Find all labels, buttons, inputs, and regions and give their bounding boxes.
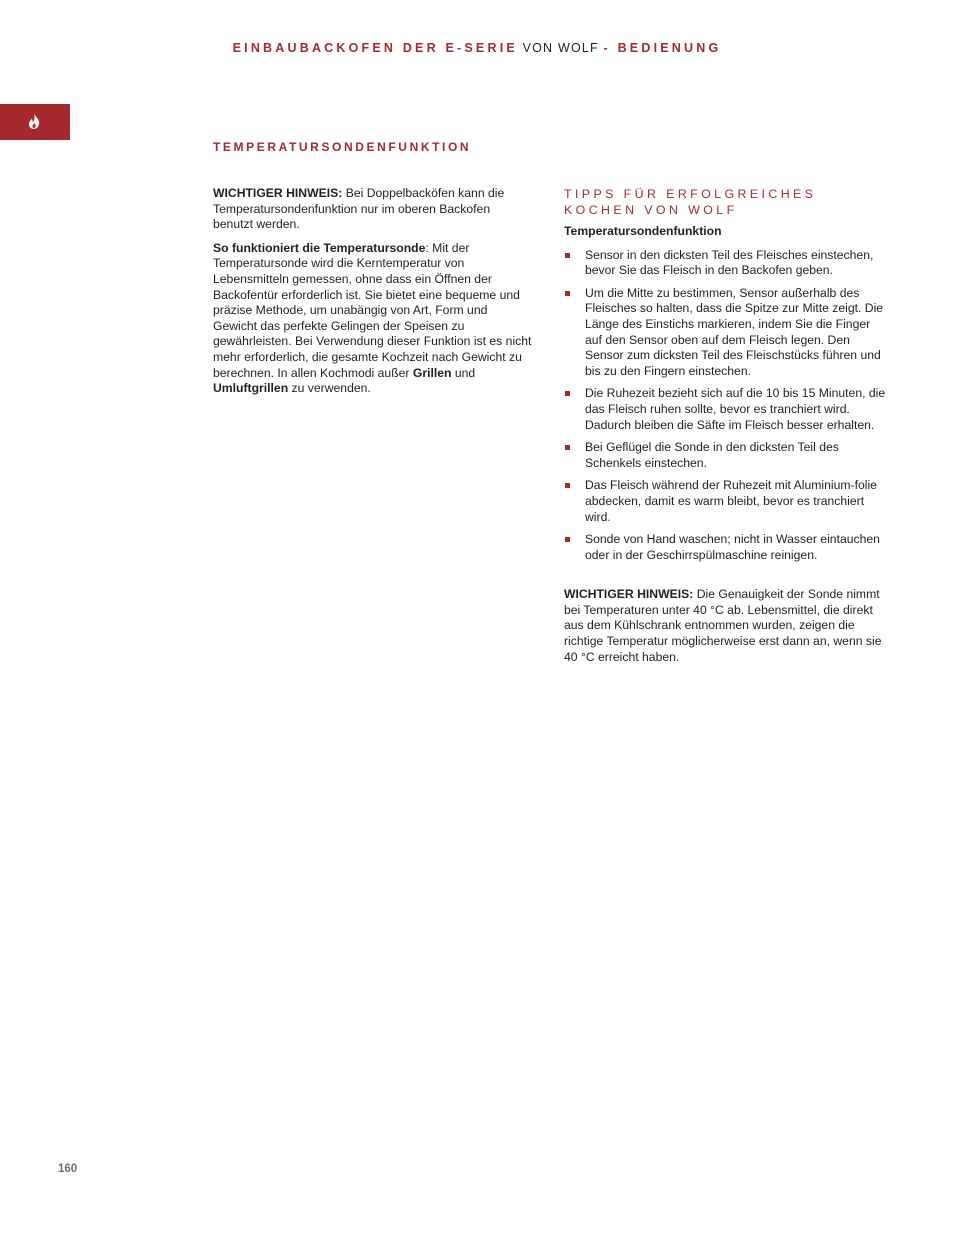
tips-title: TIPPS FÜR ERFOLGREICHES KOCHEN VON WOLF bbox=[564, 187, 817, 217]
left-column bbox=[213, 186, 533, 405]
and-text: und bbox=[451, 365, 476, 380]
tips-subtitle: Temperatursondenfunktion bbox=[564, 224, 722, 238]
probe-description bbox=[213, 241, 533, 397]
bullet-square-icon bbox=[565, 483, 570, 488]
list-item: Das Fleisch während der Ruhezeit mit Aluminium-folie abdecken, damit es warm bleibt, bevor es tranchiert wird. bbox=[564, 478, 889, 525]
header-brand: VON WOLF bbox=[517, 41, 604, 55]
how-label: So funktioniert die Temperatursonde bbox=[213, 240, 426, 255]
list-item: Bei Geflügel die Sonde in den dicksten Teil des Schenkels einstechen. bbox=[564, 440, 889, 471]
flame-icon bbox=[27, 112, 41, 130]
header-section: - BEDIENUNG bbox=[603, 41, 722, 55]
bullet-square-icon bbox=[565, 253, 570, 258]
page-number: 160 bbox=[58, 1163, 78, 1175]
bullet-square-icon bbox=[565, 445, 570, 450]
important-note bbox=[213, 186, 533, 233]
list-item: Die Ruhezeit bezieht sich auf die 10 bis 15 Minuten, die das Fleisch ruhen sollte, bevor es tranchiert wird. Dadurch bleiben die Säfte im Fleisch besser erhalten. bbox=[564, 386, 889, 433]
chapter-tab bbox=[0, 104, 70, 140]
bullet-square-icon bbox=[565, 537, 570, 542]
list-item: Um die Mitte zu bestimmen, Sensor außerhalb des Fleisches so halten, dass die Spitze zur Mitte zeigt. Die Länge des Einstichs markieren, indem Sie die Finger auf den Sensor oben auf dem Fleisch legen. Den Sensor zum dicksten Teil des Fleischstücks führen und bis zu den Fingern einstechen. bbox=[564, 286, 889, 380]
note-label: WICHTIGER HINWEIS: bbox=[564, 587, 694, 602]
mode-grillen: Grillen bbox=[412, 365, 452, 380]
mode-umluftgrillen: Umluftgrillen bbox=[213, 381, 289, 396]
end-text: zu verwenden. bbox=[288, 381, 371, 396]
running-header bbox=[0, 41, 954, 55]
note-label: WICHTIGER HINWEIS: bbox=[213, 186, 343, 200]
note-text: Bei Doppelbacköfen kann die Temperatursondenfunktion nur im oberen Backofen benutzt werden. bbox=[213, 186, 505, 232]
note-text: Die Genauigkeit der Sonde nimmt bei Temperaturen unter 40 °C ab. Lebensmittel, die direkt aus dem Kühlschrank entnommen wurden, zeigen die richtige Temperatur möglicherweise erst dann an, wenn sie 40 °C erreicht haben. bbox=[564, 587, 882, 664]
important-note-temperature bbox=[564, 587, 889, 665]
list-item: Sensor in den dicksten Teil des Fleisches einstechen, bevor Sie das Fleisch in den Backofen geben. bbox=[564, 248, 889, 279]
bullet-square-icon bbox=[565, 291, 570, 296]
tips-list bbox=[564, 248, 889, 564]
bullet-square-icon bbox=[565, 391, 570, 396]
list-item: Sonde von Hand waschen; nicht in Wasser eintauchen oder in der Geschirrspülmaschine reinigen. bbox=[564, 532, 889, 563]
section-title: TEMPERATURSONDENFUNKTION bbox=[213, 140, 472, 154]
right-column bbox=[564, 186, 889, 677]
header-title: EINBAUBACKOFEN DER E-SERIE bbox=[232, 41, 518, 55]
how-text: : Mit der Temperatursonde wird die Kerntemperatur von Lebensmitteln gemessen, ohne dass ein Öffnen der Backofentür erforderlich ist. Sie bietet eine bequeme und präzise Methode, um unabängig von Art, Form und Gewicht das perfekte Gelingen der Speisen zu gewährleisten. Bei Verwendung dieser Funktion ist es nicht mehr erforderlich, die gesamte Kochzeit nach Gewicht zu berechnen. In allen Kochmodi außer bbox=[213, 240, 532, 380]
